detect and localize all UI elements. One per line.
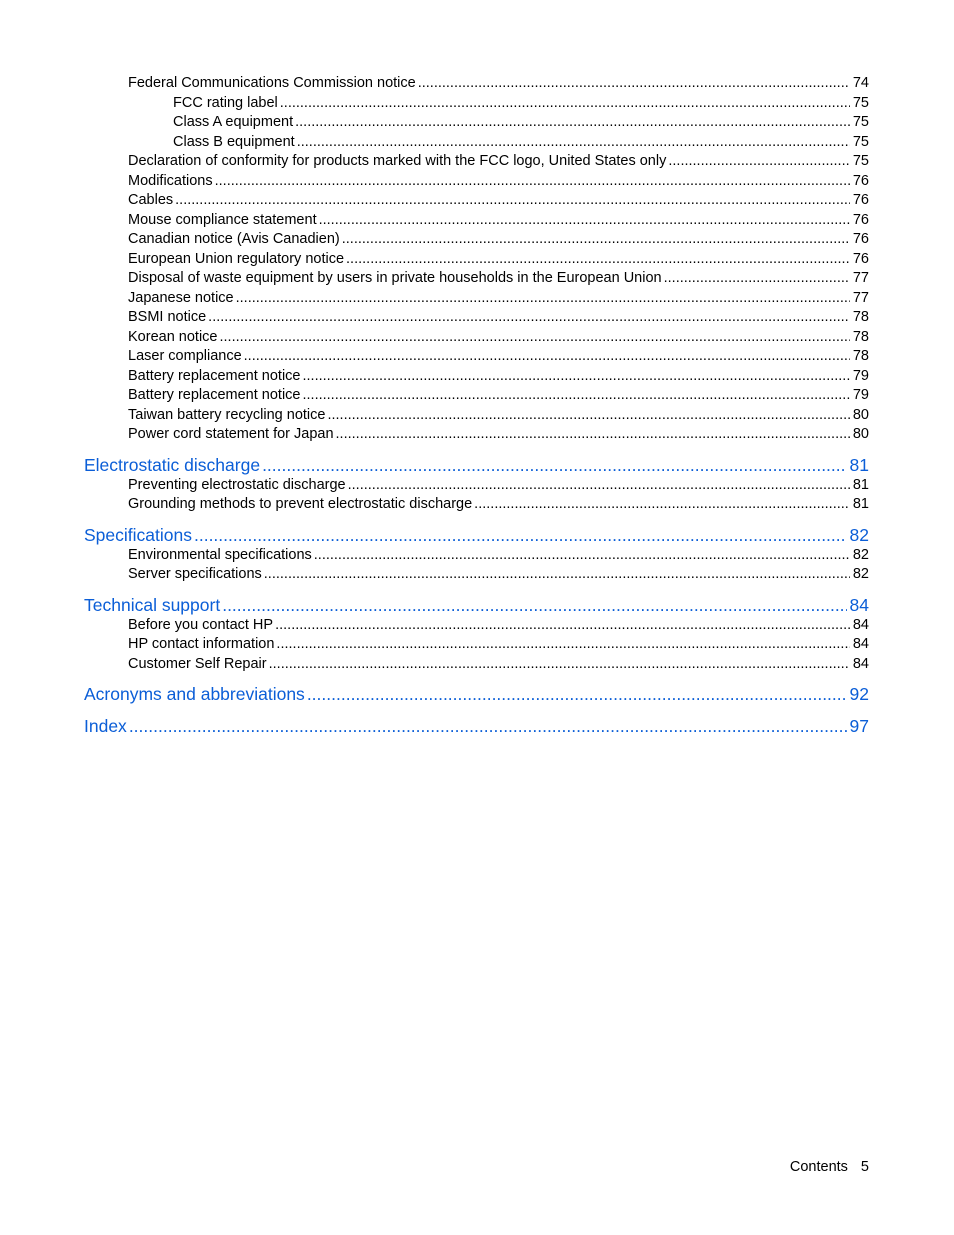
- toc-entry-label: Mouse compliance statement: [128, 211, 317, 228]
- toc-entry-korean-notice[interactable]: [84, 328, 869, 348]
- toc-entry-page: 84: [852, 655, 869, 672]
- toc-entry-hp-contact-info[interactable]: [84, 635, 869, 655]
- dot-leader: [280, 94, 850, 114]
- toc-heading-page: 97: [849, 716, 869, 736]
- toc-heading-page: 92: [849, 684, 869, 704]
- toc-entry-page: 84: [852, 636, 869, 652]
- dot-leader: [208, 308, 850, 328]
- toc-entry-label: Modifications: [128, 172, 213, 189]
- dot-leader: [348, 476, 850, 496]
- toc-entry-battery-replacement[interactable]: [84, 367, 869, 387]
- toc-heading-label: Electrostatic discharge: [84, 454, 261, 475]
- dot-leader: [307, 683, 847, 705]
- dot-leader: [314, 546, 850, 566]
- toc-entry-page: 76: [852, 192, 869, 208]
- toc-heading-acronyms[interactable]: [84, 683, 869, 705]
- toc-entry-preventing-esd[interactable]: [84, 476, 869, 496]
- toc-entry-fcc-notice[interactable]: [84, 74, 869, 94]
- dot-leader: [269, 655, 850, 675]
- footer-page-number: 5: [860, 1159, 869, 1175]
- toc-entry-label: HP contact information: [128, 636, 275, 652]
- dot-leader: [327, 406, 849, 426]
- toc-entry-label: Battery replacement notice: [128, 387, 301, 403]
- toc-entry-page: 77: [852, 289, 869, 306]
- toc-entry-power-cord-japan[interactable]: [84, 425, 869, 445]
- dot-leader: [215, 172, 850, 192]
- section-electrostatic-discharge: [84, 454, 869, 515]
- toc-heading-label: Acronyms and abbreviations: [84, 684, 305, 704]
- dot-leader: [129, 715, 847, 737]
- toc-entry-battery-replacement-2[interactable]: [84, 386, 869, 406]
- toc-entry-label: BSMI notice: [128, 309, 207, 325]
- toc-entry-label: Environmental specifications: [128, 546, 312, 563]
- dot-leader: [668, 152, 850, 172]
- toc-entry-declaration-of-conformity[interactable]: [84, 152, 869, 172]
- toc-entry-fcc-rating-label[interactable]: [84, 94, 869, 114]
- toc-entry-label: Korean notice: [128, 328, 218, 345]
- dot-leader: [276, 635, 849, 655]
- toc-entry-page: 75: [852, 114, 869, 130]
- dot-leader: [346, 250, 850, 270]
- toc-entry-environmental-specs[interactable]: [84, 546, 869, 566]
- toc-entry-label: Class B equipment: [173, 133, 295, 150]
- toc-entry-class-b[interactable]: [84, 133, 869, 153]
- toc-entry-customer-self-repair[interactable]: [84, 655, 869, 675]
- dot-leader: [194, 524, 847, 546]
- dot-leader: [342, 230, 850, 250]
- regulatory-entries: [84, 74, 869, 445]
- section-index: [84, 715, 869, 737]
- toc-entry-label: Customer Self Repair: [128, 655, 267, 672]
- toc-entry-waste-disposal[interactable]: [84, 269, 869, 289]
- dot-leader: [236, 289, 850, 309]
- toc-entry-label: Battery replacement notice: [128, 367, 301, 384]
- dot-leader: [319, 211, 850, 231]
- dot-leader: [264, 565, 850, 585]
- toc-entry-label: Server specifications: [128, 566, 262, 582]
- dot-leader: [244, 347, 850, 367]
- toc-entry-cables[interactable]: [84, 191, 869, 211]
- toc-entry-laser-compliance[interactable]: [84, 347, 869, 367]
- dot-leader: [336, 425, 850, 445]
- dot-leader: [297, 133, 850, 153]
- toc-entry-server-specs[interactable]: [84, 565, 869, 585]
- dot-leader: [302, 367, 849, 387]
- toc-entry-label: FCC rating label: [173, 94, 278, 111]
- toc-entry-label: Preventing electrostatic discharge: [128, 476, 346, 493]
- section-acronyms: [84, 683, 869, 705]
- toc-entry-label: Canadian notice (Avis Canadien): [128, 231, 340, 247]
- toc-entry-page: 76: [852, 231, 869, 247]
- page-footer: [790, 1158, 869, 1177]
- dot-leader: [474, 495, 850, 515]
- toc-entry-label: Cables: [128, 192, 174, 208]
- toc-entry-page: 76: [852, 211, 869, 228]
- dot-leader: [418, 74, 850, 94]
- toc-entry-label: Class A equipment: [173, 114, 294, 130]
- toc-heading-page: 81: [849, 454, 869, 475]
- toc-heading-specifications[interactable]: [84, 524, 869, 546]
- toc-entry-grounding-methods[interactable]: [84, 495, 869, 515]
- toc-entry-page: 81: [852, 476, 869, 493]
- toc-heading-technical-support[interactable]: [84, 594, 869, 616]
- toc-entry-mouse-compliance[interactable]: [84, 211, 869, 231]
- toc-entry-page: 80: [852, 426, 869, 442]
- toc-entry-label: Power cord statement for Japan: [128, 426, 334, 442]
- toc-entry-page: 78: [852, 328, 869, 345]
- toc-entry-page: 78: [852, 348, 869, 364]
- toc-entry-page: 74: [852, 75, 869, 91]
- toc-entry-page: 81: [852, 496, 869, 512]
- toc-entry-japanese-notice[interactable]: [84, 289, 869, 309]
- footer-section-title: Contents: [789, 1159, 848, 1175]
- toc-heading-electrostatic-discharge[interactable]: [84, 454, 869, 476]
- toc-entry-label: European Union regulatory notice: [128, 250, 345, 267]
- toc-heading-page: 84: [849, 594, 869, 615]
- table-of-contents: [84, 74, 869, 737]
- toc-entry-page: 79: [852, 367, 869, 384]
- toc-entry-eu-regulatory[interactable]: [84, 250, 869, 270]
- dot-leader: [262, 454, 846, 476]
- toc-entry-label: Declaration of conformity for products marked with the FCC logo, United States only: [128, 153, 667, 169]
- dot-leader: [275, 616, 850, 636]
- toc-entry-class-a[interactable]: [84, 113, 869, 133]
- toc-entry-taiwan-battery[interactable]: [84, 406, 869, 426]
- toc-entry-label: Grounding methods to prevent electrostatic discharge: [128, 496, 473, 512]
- toc-entry-page: 75: [852, 133, 869, 150]
- dot-leader: [302, 386, 849, 406]
- section-specifications: [84, 524, 869, 585]
- toc-heading-label: Index: [84, 716, 127, 736]
- dot-leader: [295, 113, 850, 133]
- toc-heading-label: Technical support: [84, 594, 221, 615]
- toc-entry-page: 75: [852, 94, 869, 111]
- toc-entry-label: Federal Communications Commission notice: [128, 75, 416, 91]
- toc-heading-page: 82: [849, 524, 869, 545]
- toc-entry-canadian-notice[interactable]: [84, 230, 869, 250]
- toc-entry-label: Laser compliance: [128, 348, 242, 364]
- toc-entry-page: 82: [852, 566, 869, 582]
- toc-entry-label: Japanese notice: [128, 289, 234, 306]
- toc-entry-page: 78: [852, 309, 869, 325]
- toc-entry-modifications[interactable]: [84, 172, 869, 192]
- toc-entry-page: 84: [852, 616, 869, 633]
- toc-entry-page: 75: [852, 153, 869, 169]
- toc-entry-page: 79: [852, 387, 869, 403]
- toc-entry-page: 76: [852, 172, 869, 189]
- toc-entry-label: Disposal of waste equipment by users in private households in the European Union: [128, 270, 662, 286]
- section-technical-support: [84, 594, 869, 675]
- toc-entry-label: Taiwan battery recycling notice: [128, 406, 326, 423]
- toc-entry-page: 76: [852, 250, 869, 267]
- toc-heading-label: Specifications: [84, 524, 192, 545]
- dot-leader: [175, 191, 850, 211]
- toc-entry-page: 77: [852, 270, 869, 286]
- toc-entry-before-contact-hp[interactable]: [84, 616, 869, 636]
- toc-heading-index[interactable]: [84, 715, 869, 737]
- dot-leader: [222, 594, 846, 616]
- toc-entry-label: Before you contact HP: [128, 616, 274, 633]
- toc-entry-bsmi-notice[interactable]: [84, 308, 869, 328]
- dot-leader: [664, 269, 850, 289]
- toc-entry-page: 80: [852, 406, 869, 423]
- dot-leader: [219, 328, 849, 348]
- toc-entry-page: 82: [852, 546, 869, 563]
